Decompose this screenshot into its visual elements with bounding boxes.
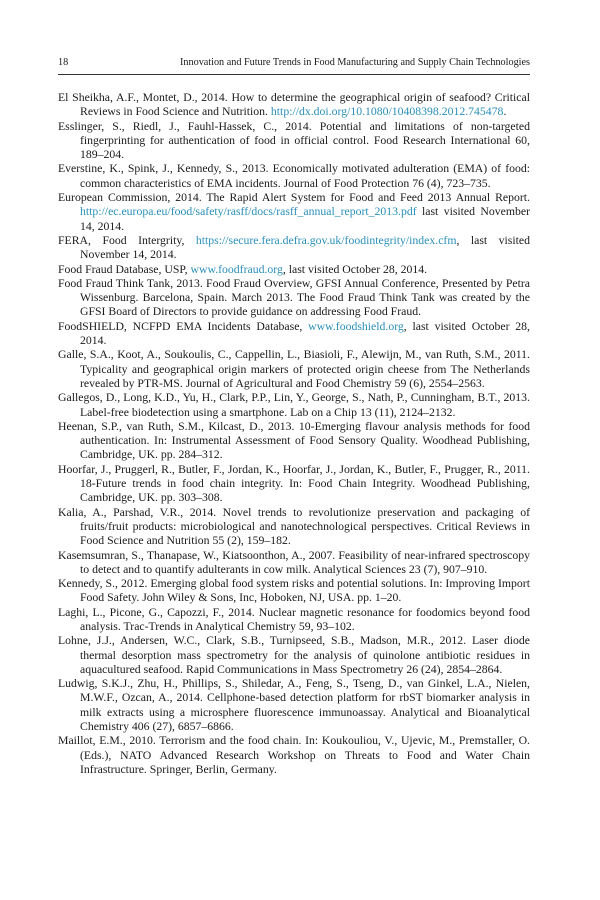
reference-entry: El Sheikha, A.F., Montet, D., 2014. How to determine the geographical origin of seafood? Critical Reviews in Food Science and Nutrition. http://dx.doi.org/10.1080/10408398.2012.745478. <box>58 91 530 119</box>
reference-entry: Kennedy, S., 2012. Emerging global food system risks and potential solutions. In: Improving Import Food Safety. John Wiley & Sons, Inc, Hoboken, NJ, USA. pp. 1–20. <box>58 577 530 605</box>
reference-entry: Heenan, S.P., van Ruth, S.M., Kilcast, D., 2013. 10-Emerging flavour analysis methods for food authentication. In: Instrumental Assessment of Food Sensory Quality. Woodhead Publishing, Cambridge, UK. pp. 284–312. <box>58 419 530 462</box>
reference-entry: Gallegos, D., Long, K.D., Yu, H., Clark, P.P., Lin, Y., George, S., Nath, P., Cunningham, B.T., 2013. Label-free biodetection using a smartphone. Lab on a Chip 13 (11), 2124–2132. <box>58 391 530 419</box>
reference-entry: Food Fraud Database, USP, www.foodfraud.org, last visited October 28, 2014. <box>58 262 428 276</box>
reference-entry: Lohne, J.J., Andersen, W.C., Clark, S.B., Turnipseed, S.B., Madson, M.R., 2012. Laser diode thermal desorption mass spectrometry for the analysis of quinolone antibiotic residues in aquacultured seafood. Rapid Communications in Mass Spectrometry 26 (24), 2854–2864. <box>58 634 530 676</box>
running-header <box>58 57 530 68</box>
reference-entry: Laghi, L., Picone, G., Capozzi, F., 2014. Nuclear magnetic resonance for foodomics beyond food analysis. Trac-Trends in Analytical Chemistry 59, 93–102. <box>58 605 530 633</box>
reference-link[interactable]: www.foodfraud.org <box>190 262 283 276</box>
reference-entry: FERA, Food Intergrity, https://secure.fera.defra.gov.uk/foodintegrity/index.cfm, last visited November 14, 2014. <box>58 233 530 262</box>
reference-entry: Everstine, K., Spink, J., Kennedy, S., 2013. Economically motivated adulteration (EMA) of food: common characteristics of EMA incidents. Journal of Food Protection 76 (4), 723–735. <box>58 162 530 190</box>
reference-link[interactable]: http://dx.doi.org/10.1080/10408398.2012.745478 <box>270 105 504 119</box>
reference-entry: European Commission, 2014. The Rapid Alert System for Food and Feed 2013 Annual Report. http://ec.europa.eu/food/safety/rasff/docs/rasff_annual_report_2013.pdf last visited November 14, 2014. <box>58 191 530 233</box>
reference-entry: Kalia, A., Parshad, V.R., 2014. Novel trends to revolutionize preservation and packaging of fruits/fruit products: microbiological and nanotechnological perspectives. Critical Reviews in Food Science and Nutrition 55 (2), 159–182. <box>58 505 530 548</box>
reference-link[interactable]: www.foodshield.org <box>308 319 404 333</box>
reference-entry: FoodSHIELD, NCFPD EMA Incidents Database, www.foodshield.org, last visited October 28, 2014. <box>58 319 530 348</box>
header-rule <box>58 74 530 75</box>
reference-entry: Galle, S.A., Koot, A., Soukoulis, C., Cappellin, L., Biasioli, F., Alewijn, M., van Ruth, S.M., 2011. Typicality and geographical origin markers of protected origin cheese from The Netherlands revealed by PTR-MS. Journal of Agricultural and Food Chemistry 59 (6), 2554–2563. <box>58 348 530 390</box>
reference-entry: Ludwig, S.K.J., Zhu, H., Phillips, S., Shiledar, A., Feng, S., Tseng, D., van Ginkel, L.A., Nielen, M.W.F., Ozcan, A., 2014. Cellphone-based detection platform for rbST biomarker analysis in milk extracts using a microsphere fluorescence immunoassay. Analytical and Bioanalytical Chemistry 406 (27), 6857–6866. <box>58 677 530 734</box>
reference-entry: Food Fraud Think Tank, 2013. Food Fraud Overview, GFSI Annual Conference, Presented by Petra Wissenburg. Barcelona, Spain. March 2013. The Food Fraud Think Tank was created by the GFSI Board of Directors to provide guidance on addressing Food Fraud. <box>58 276 530 319</box>
reference-entry: Kasemsumran, S., Thanapase, W., Kiatsoonthon, A., 2007. Feasibility of near-infrared spectroscopy to detect and to quantify adulterants in cow milk. Analytical Sciences 23 (7), 907–910. <box>58 548 530 576</box>
reference-link[interactable]: https://secure.fera.defra.gov.uk/foodintegrity/index.cfm <box>195 233 457 247</box>
reference-entry: Hoorfar, J., Pruggerl, R., Butler, F., Jordan, K., Hoorfar, J., Jordan, K., Butler, F., Prugger, R., 2011. 18-Future trends in food chain integrity. In: Food Chain Integrity. Woodhead Publishing, Cambridge, UK. pp. 303–308. <box>58 462 530 505</box>
page-number: 18 <box>58 57 69 68</box>
reference-entry: Maillot, E.M., 2010. Terrorism and the food chain. In: Koukouliou, V., Ujevic, M., Premstaller, O. (Eds.), NATO Advanced Research Workshop on Threats to Food and Water Chain Infrastructure. Springer, Berlin, Germany. <box>58 734 530 776</box>
reference-entry: Esslinger, S., Riedl, J., Fauhl-Hassek, C., 2014. Potential and limitations of non-targeted fingerprinting for authentication of food in official control. Food Research International 60, 189–204. <box>58 119 530 162</box>
running-title: Innovation and Future Trends in Food Manufacturing and Supply Chain Technologies <box>180 57 530 68</box>
reference-list <box>58 91 530 777</box>
reference-link[interactable]: http://ec.europa.eu/food/safety/rasff/docs/rasff_annual_report_2013.pdf <box>80 205 417 219</box>
